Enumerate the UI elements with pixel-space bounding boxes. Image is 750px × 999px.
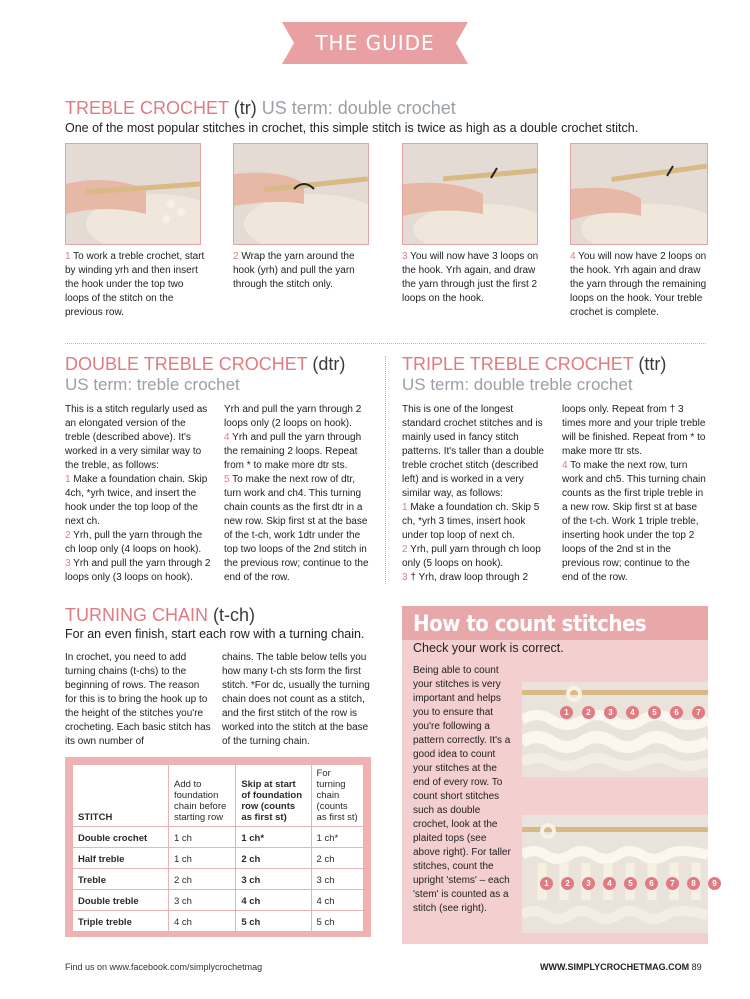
count-badge: 8 [687,877,700,890]
turning-title: TURNING CHAIN [65,605,208,625]
count-badge: 4 [626,706,639,719]
count-badge: 1 [560,706,573,719]
dtr-col-2: Yrh and pull the yarn through 2 loops only (2 loops on hook). 4 Yrh and pull the yarn through the remaining 2 loops. Repeat from * to make more dtr sts. 5 To make the next row of dtr, turn work and ch4. This turning chain counts as the first dtr in a new row. Skip first st at the base of the t-ch, work 1dtr under the top two loops of the 2nd stitch in the previous row; continue to the end of the row. [224,404,369,583]
count-badge: 1 [540,877,553,890]
ttr-abbr: (ttr) [633,354,667,374]
dtr-p0: This is a stitch regularly used as an elongated version of the treble (described above). It's worked in a very similar way to the treble, as follows: [65,404,208,471]
table-header-stitch: STITCH [73,765,169,827]
count-badge: 7 [692,706,705,719]
dtr-col-1: This is a stitch regularly used as an elongated version of the treble (described above). It's worked in a very similar way to the treble, as follows: 1 Make a foundation chain. Skip 4ch, *yrh twice, and insert the hook under the top loop of the next ch. 2 Yrh, pull the yarn through the ch loop only (4 loops on hook). 3 Yrh and pull the yarn through 2 loops only (3 loops on hook). [65,404,211,583]
turning-chain-table [72,764,364,932]
footer-url[interactable]: WWW.SIMPLYCROCHETMAG.COM [540,962,690,972]
count-badge: 5 [648,706,661,719]
treble-heading [65,98,456,119]
table-row: Treble 2 ch 3 ch 3 ch [73,869,364,890]
count-badge: 2 [561,877,574,890]
footer-site [540,962,702,972]
section-divider [65,343,706,344]
treble-us-term: US term: double crochet [256,98,456,118]
table-header-turning: For turning chain (counts as first st) [311,765,363,827]
count-badge: 6 [645,877,658,890]
step-3-photo [402,143,538,245]
dtr-us-term: US term: treble crochet [65,375,240,394]
column-divider [385,356,386,584]
ttr-title: TRIPLE TREBLE CROCHET [402,354,634,374]
ttr-us-term: US term: double treble crochet [402,375,633,394]
table-header-add: Add to foundation chain before starting row [169,765,236,827]
treble-abbr: (tr) [228,98,257,118]
turning-abbr: (t-ch) [208,605,255,625]
step-1-caption: 1 To work a treble crochet, start by winding yrh and then insert the hook under the top two loops of the stitch on the previous row. [65,251,205,318]
how-to-subtitle: Check your work is correct. [413,641,564,655]
badges-top [560,706,705,719]
footer-facebook[interactable]: Find us on www.facebook.com/simplycrochetmag [65,962,263,972]
turning-lead: For an even finish, start each row with a turning chain. [65,627,365,641]
table-row: Double treble 3 ch 4 ch 4 ch [73,890,364,911]
step-2-caption: 2 Wrap the yarn around the hook (yrh) and pull the yarn through the stitch only. [233,251,355,290]
count-badge: 3 [582,877,595,890]
how-to-title: How to count stitches [413,612,647,637]
how-to-body: Being able to count your stitches is very important and helps you to ensure that you're following a pattern correctly. It's a good idea to count your stitches at the end of every row. To count short stitches such as double crochet, look at the plaited tops (see above right). For taller stitches, count the upright 'stems' – each 'stem' is counted as a stitch (see right). [413,665,511,914]
tr-stitches-photo [522,815,708,933]
ttr-col-1: This is one of the longest standard crochet stitches and is mainly used in fancy stitch patterns. It's taller than a double treble crochet stitch (described left) and is worked in a very similar way, as follows: 1 Make a foundation ch. Skip 5 ch, *yrh 3 times, insert hook under top loop of next ch. 2 Yrh, pull yarn through ch loop only (5 loops on hook). 3 † Yrh, draw loop through 2 [402,404,544,583]
step-4-caption: 4 You will now have 2 loops on the hook. Yrh again and draw the yarn through the remaining loops on the hook. Your treble crochet is complete. [570,251,707,318]
turning-col-2: chains. The table below tells you how many t-ch sts form the first stitch. *For dc, usually the turning chain does not count as a stitch, and the first stitch of the row is worked into the stitch at the base of the turning chain. [222,652,370,747]
ttr-col-2: loops only. Repeat from † 3 times more and your triple treble will be finished. Repeat from * to make more ttr sts. 4 To make the next row, turn work and ch5. This turning chain counts as the first triple treble in a new row. Skip first st at base of the t-ch. Work 1 triple treble, inserting hook under the top 2 loops of the 2nd st in the previous row; continue to the end of the row. [562,404,706,583]
badges-bottom [540,877,721,890]
turning-heading [65,605,255,626]
count-badge: 3 [604,706,617,719]
step-1-photo [65,143,201,245]
table-row: Double crochet 1 ch 1 ch* 1 ch* [73,827,364,848]
ttr-heading [402,354,666,375]
table-header-row [73,765,364,827]
step-4-photo [570,143,708,245]
table-row: Triple treble 4 ch 5 ch 5 ch [73,911,364,932]
count-badge: 2 [582,706,595,719]
dtr-heading [65,354,345,375]
banner-title: THE GUIDE [315,31,435,55]
count-badge: 4 [603,877,616,890]
treble-lead: One of the most popular stitches in crochet, this simple stitch is twice as high as a double crochet stitch. [65,121,639,135]
count-badge: 5 [624,877,637,890]
table-header-skip: Skip at start of foundation row (counts as first st) [236,765,311,827]
table-row: Half treble 1 ch 2 ch 2 ch [73,848,364,869]
count-badge: 9 [708,877,721,890]
dc-stitches-photo [522,682,708,777]
step-2-photo [233,143,369,245]
dtr-title: DOUBLE TREBLE CROCHET [65,354,308,374]
treble-title: TREBLE CROCHET [65,98,229,118]
page-number: 89 [689,962,702,972]
dtr-abbr: (dtr) [307,354,346,374]
turning-col-1: In crochet, you need to add turning chains (t-chs) to the beginning of rows. The reason for this is to bring the hook up to the height of the stitches you're crocheting. Each basic stitch has its own number of [65,652,211,747]
count-badge: 6 [670,706,683,719]
count-badge: 7 [666,877,679,890]
step-3-caption: 3 You will now have 3 loops on the hook. Yrh again, and draw the yarn through just the first 2 loops on the hook. [402,251,539,304]
